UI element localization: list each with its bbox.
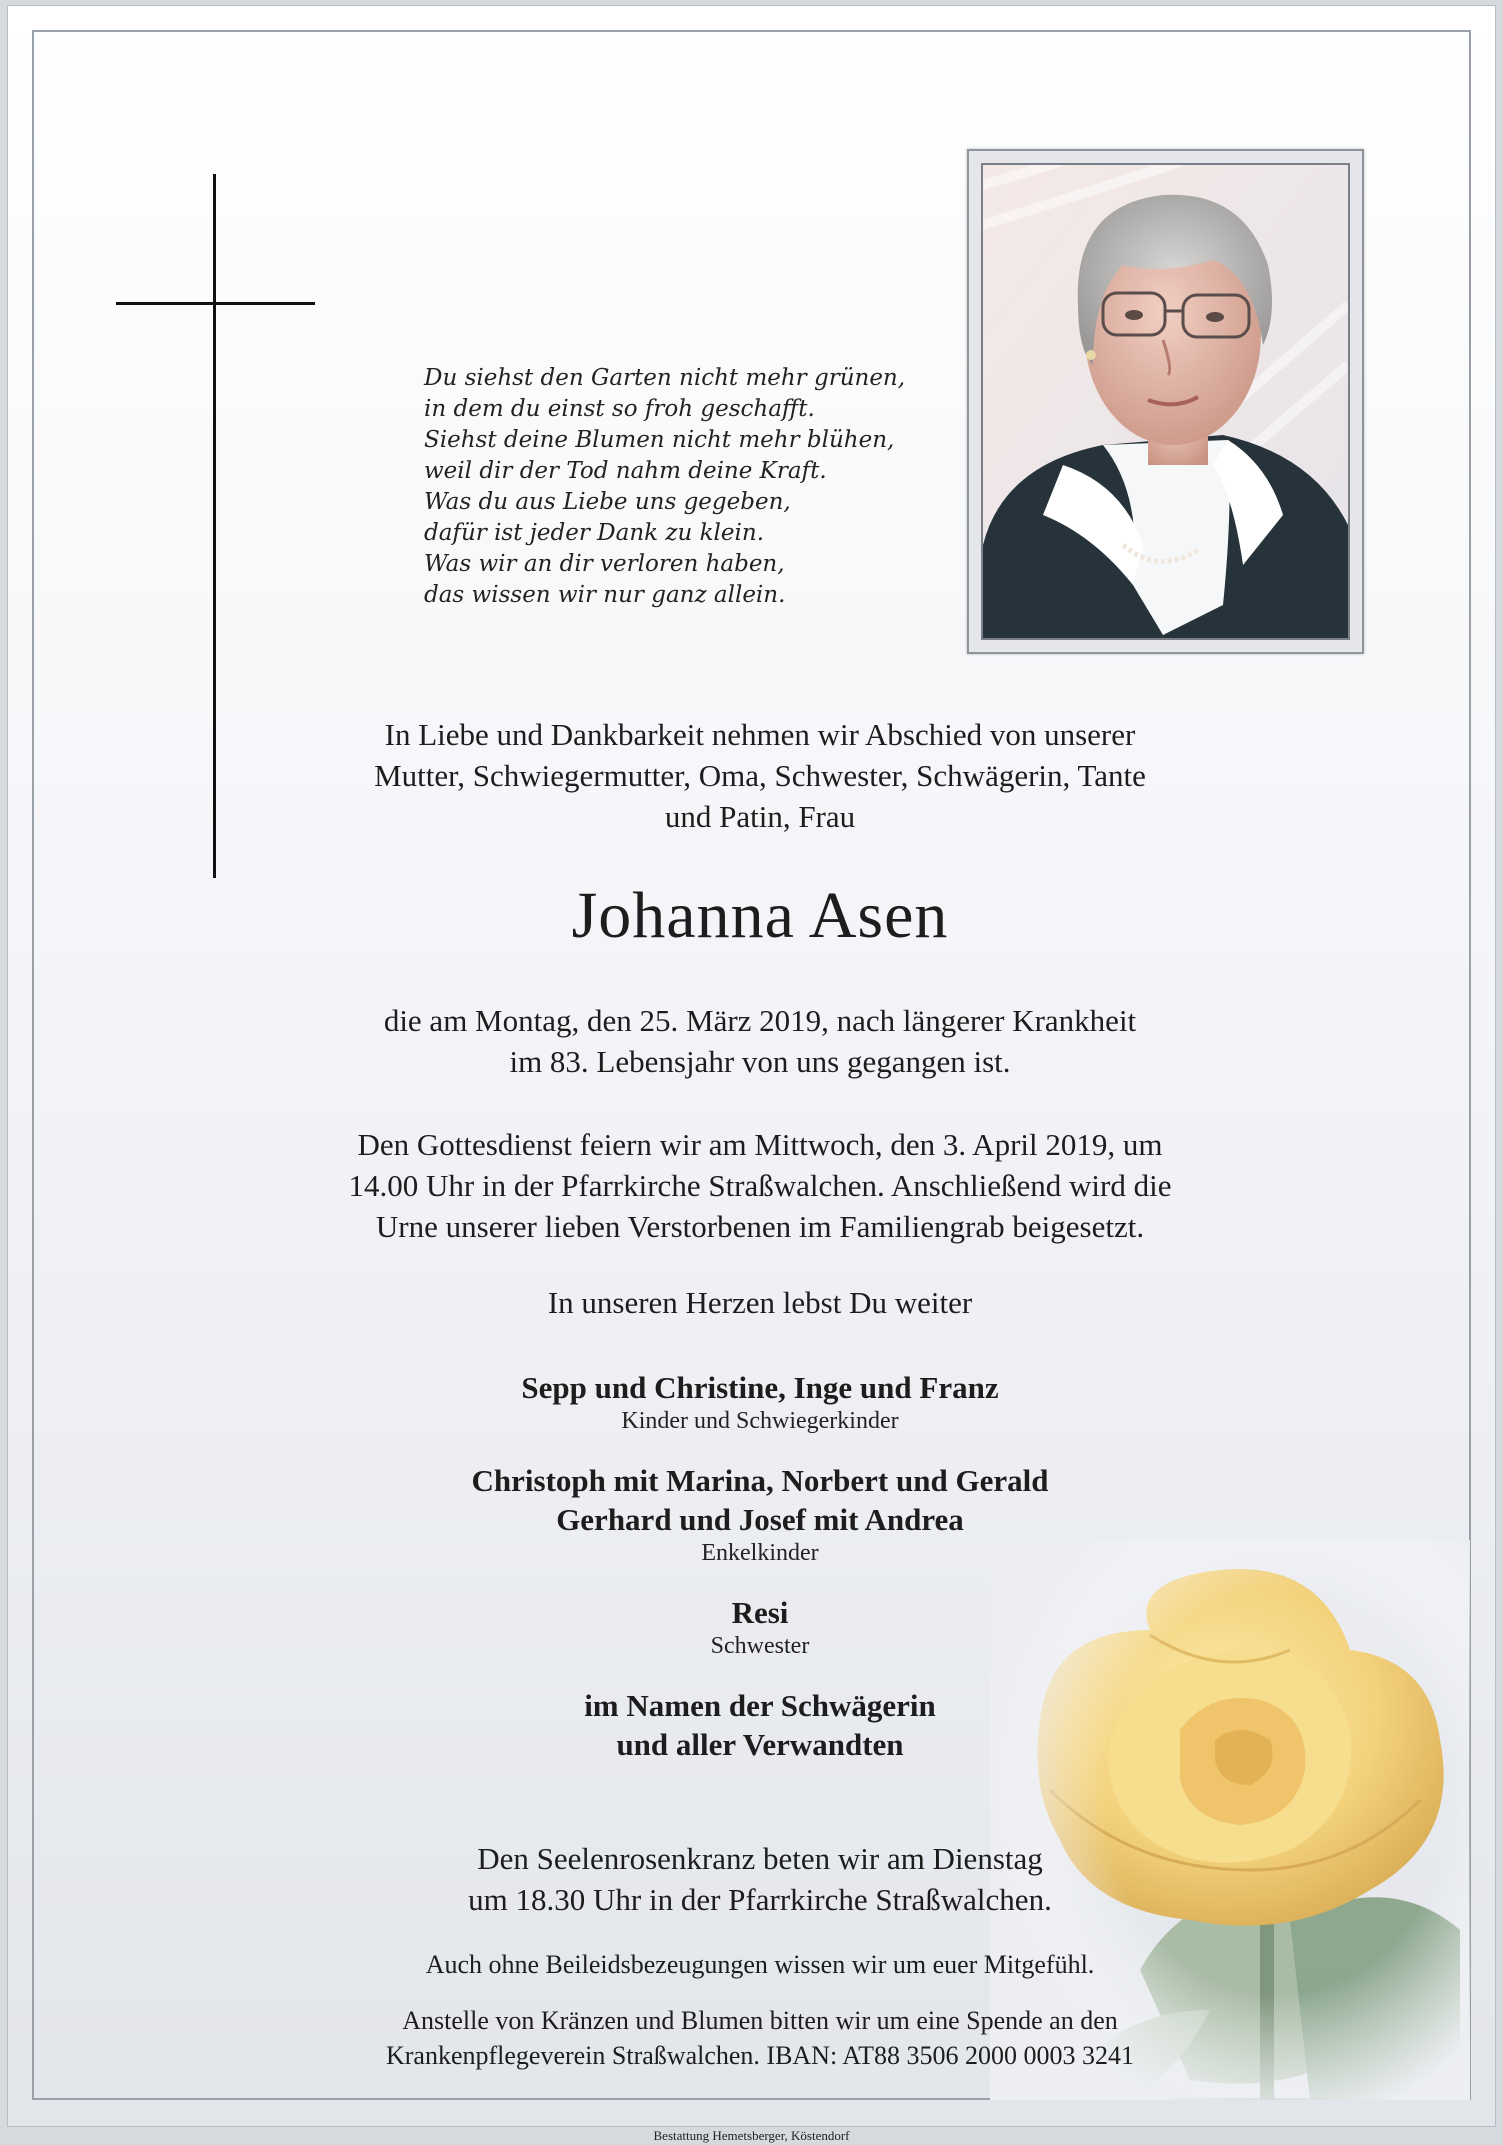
poem-line: Siehst deine Blumen nicht mehr blühen, — [424, 427, 895, 453]
poem-line: Du siehst den Garten nicht mehr grünen, — [424, 365, 906, 391]
poem-line: Was du aus Liebe uns gegeben, — [424, 489, 791, 515]
rosary-line: Den Seelenrosenkranz beten wir am Dienstag — [477, 1841, 1043, 1876]
poem-line: das wissen wir nur ganz allein. — [424, 582, 786, 608]
mourner-relation: Kinder und Schwiegerkinder — [621, 1408, 899, 1434]
donation-request — [260, 2003, 1260, 2073]
service-line: 14.00 Uhr in der Pfarrkirche Straßwalchen. Anschließend wird die — [348, 1168, 1172, 1203]
funeral-service-info — [260, 1124, 1260, 1247]
poem-line: dafür ist jeder Dank zu klein. — [424, 520, 765, 546]
mourner-names: Gerhard und Josef mit Andrea — [556, 1502, 964, 1537]
service-line: Urne unserer lieben Verstorbenen im Familiengrab beigesetzt. — [375, 1209, 1145, 1244]
cross-icon — [213, 174, 216, 878]
motto: In unseren Herzen lebst Du weiter — [547, 1285, 973, 1320]
death-line: die am Montag, den 25. März 2019, nach längerer Krankheit — [383, 1003, 1137, 1038]
mourner-relation: Schwester — [710, 1633, 810, 1659]
condolence-note: Auch ohne Beileidsbezeugungen wissen wir um euer Mitgefühl. — [425, 1950, 1095, 1979]
intro-line: Mutter, Schwiegermutter, Oma, Schwester, Schwägerin, Tante — [374, 758, 1146, 793]
mourner-group — [260, 1368, 1260, 1435]
donation-line: Krankenpflegeverein Straßwalchen. IBAN: AT88 3506 2000 0003 3241 — [385, 2041, 1135, 2070]
portrait-illustration — [983, 165, 1348, 638]
mourner-names: im Namen der Schwägerin — [584, 1688, 936, 1723]
death-notice — [260, 1000, 1260, 1082]
donation-line: Anstelle von Kränzen und Blumen bitten wir um eine Spende an den — [402, 2006, 1118, 2035]
rosary-line: um 18.30 Uhr in der Pfarrkirche Straßwalchen. — [468, 1882, 1052, 1917]
mourner-names: und aller Verwandten — [616, 1727, 904, 1762]
service-line: Den Gottesdienst feiern wir am Mittwoch, den 3. April 2019, um — [357, 1127, 1163, 1162]
mourner-names: Sepp und Christine, Inge und Franz — [521, 1370, 999, 1405]
portrait-photo — [981, 163, 1350, 640]
mourner-relation: Enkelkinder — [701, 1540, 819, 1566]
mourner-names: Christoph mit Marina, Norbert und Gerald — [471, 1463, 1049, 1498]
poem-line: in dem du einst so froh geschafft. — [424, 396, 815, 422]
funeral-home-credit: Bestattung Hemetsberger, Köstendorf — [653, 2128, 850, 2143]
rosary-info — [260, 1838, 1260, 1920]
intro-line: In Liebe und Dankbarkeit nehmen wir Abschied von unserer — [384, 717, 1136, 752]
poem-line: Was wir an dir verloren haben, — [424, 551, 785, 577]
death-line: im 83. Lebensjahr von uns gegangen ist. — [509, 1044, 1011, 1079]
cross-icon-beam — [116, 302, 315, 305]
intro-text — [260, 714, 1260, 837]
memorial-poem — [424, 363, 984, 611]
mourner-names: Resi — [731, 1595, 789, 1630]
deceased-name: Johanna Asen — [571, 879, 949, 952]
portrait-frame — [967, 149, 1364, 654]
intro-line: und Patin, Frau — [664, 799, 856, 834]
poem-line: weil dir der Tod nahm deine Kraft. — [424, 458, 827, 484]
